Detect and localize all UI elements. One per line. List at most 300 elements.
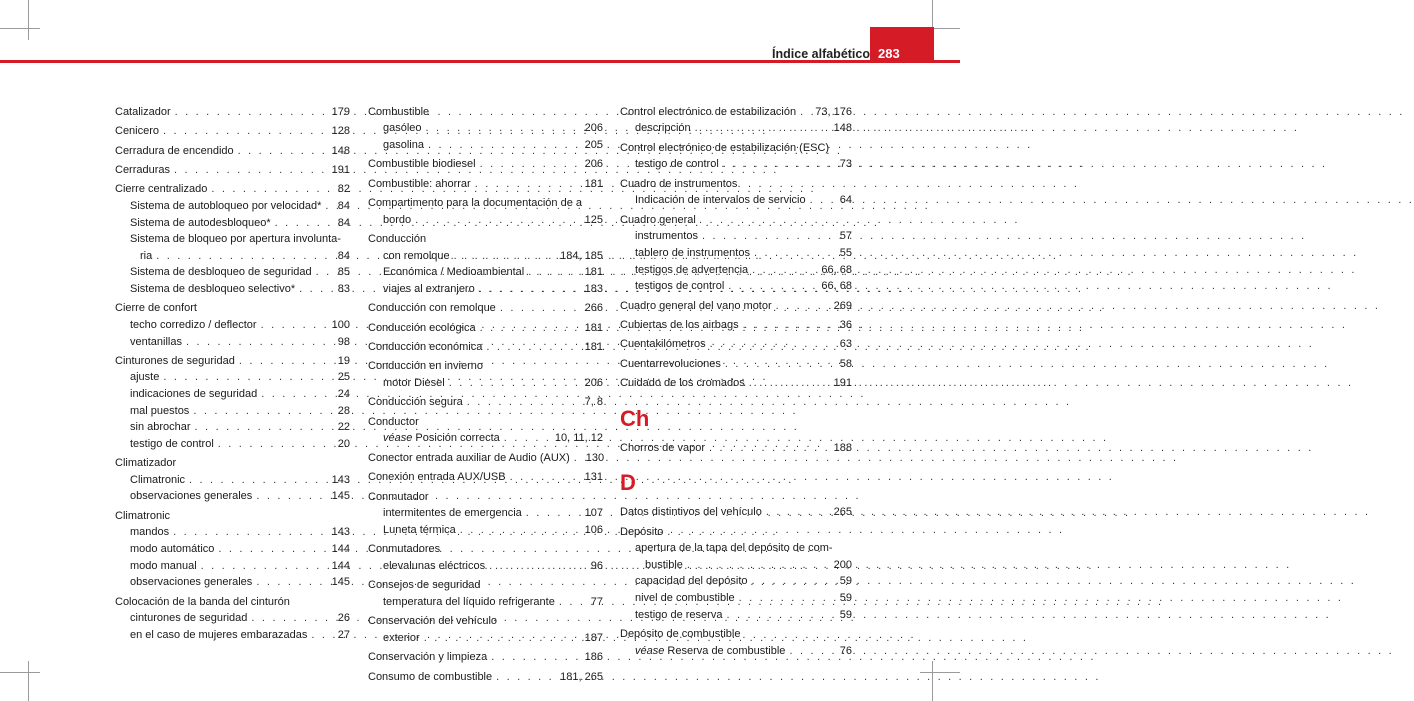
index-subterm	[368, 248, 603, 265]
index-term	[368, 300, 603, 317]
dot-leader	[500, 300, 581, 317]
term-text	[368, 300, 496, 317]
term-label: Conducción con remolque	[368, 302, 496, 315]
term-label: Conductor	[368, 415, 419, 428]
dot-leader	[325, 198, 333, 215]
page-reference[interactable]: 58	[839, 357, 852, 370]
dot-leader	[510, 469, 581, 486]
index-term	[620, 317, 852, 334]
term-label: Cerradura de encendido	[115, 144, 234, 157]
page-reference[interactable]: 77	[590, 595, 603, 608]
dot-leader	[186, 334, 334, 351]
term-label: testigo de control	[130, 437, 214, 450]
page-reference[interactable]: 179	[331, 105, 350, 118]
index-entry	[368, 541, 603, 574]
dot-leader	[238, 143, 328, 160]
index-subterm	[368, 430, 603, 447]
index-term	[368, 195, 603, 212]
term-text	[383, 430, 500, 447]
page-reference[interactable]: 206	[584, 377, 603, 390]
term-text	[130, 541, 214, 558]
term-label: Conmutadores	[368, 543, 441, 556]
page-reference[interactable]: 57	[839, 230, 852, 243]
index-entry	[115, 162, 350, 179]
crop-mark	[0, 28, 40, 29]
dot-leader	[480, 320, 581, 337]
page-reference[interactable]: 187	[584, 631, 603, 644]
page-reference[interactable]: 100	[331, 318, 350, 331]
term-label: nivel de combustible	[635, 592, 735, 605]
see-reference: véase	[635, 644, 665, 657]
page-reference[interactable]: 66, 68	[821, 263, 852, 276]
index-subterm	[620, 590, 852, 607]
page-reference[interactable]: 66, 68	[821, 280, 852, 293]
page-reference[interactable]: 28	[337, 404, 350, 417]
term-text	[620, 212, 696, 229]
index-entry	[620, 140, 852, 173]
page-reference[interactable]: 184, 185	[560, 249, 603, 262]
term-text	[115, 455, 176, 472]
page-reference[interactable]: 76	[839, 644, 852, 657]
page-reference[interactable]: 128	[331, 125, 350, 138]
page-reference[interactable]: 143	[331, 473, 350, 486]
crop-mark	[0, 672, 40, 673]
index-subterm	[368, 522, 603, 539]
term-text	[130, 419, 191, 436]
dot-leader	[687, 557, 830, 574]
page-reference[interactable]: 83	[337, 282, 350, 295]
term-text	[635, 573, 748, 590]
index-entry	[620, 212, 852, 295]
page-reference[interactable]: 59	[839, 608, 852, 621]
term-label: Control electrónico de estabilización (ESC)	[620, 141, 830, 154]
term-label: Depósito de combustible	[620, 628, 741, 641]
page-reference[interactable]: 84	[337, 199, 350, 212]
page-reference[interactable]: 143	[331, 526, 350, 539]
index-subterm	[115, 488, 350, 505]
term-label: descripción	[635, 122, 691, 135]
index-subterm	[115, 369, 350, 386]
index-term	[620, 524, 852, 541]
term-text	[620, 298, 772, 315]
index-term	[368, 541, 603, 558]
index-subterm	[620, 643, 852, 660]
page-reference[interactable]: 206	[584, 122, 603, 135]
dot-leader	[454, 248, 557, 265]
term-label: Cuentarrevoluciones	[620, 357, 721, 370]
dot-leader	[489, 558, 587, 575]
term-text	[645, 557, 683, 574]
index-entry	[115, 594, 350, 644]
page-reference[interactable]: 73, 176	[815, 105, 852, 118]
term-text	[368, 414, 419, 431]
page-reference[interactable]: 63	[839, 338, 852, 351]
page-reference[interactable]: 84	[337, 249, 350, 262]
index-subterm	[115, 558, 350, 575]
term-label: mal puestos	[130, 404, 190, 417]
index-subterm	[115, 574, 350, 591]
page-reference[interactable]: 59	[839, 592, 852, 605]
term-text	[620, 176, 737, 193]
section-letter: D	[620, 470, 636, 496]
term-label: Cerraduras	[115, 163, 171, 176]
page-reference[interactable]: 191	[833, 377, 852, 390]
index-entry	[620, 104, 852, 137]
dot-leader	[256, 488, 327, 505]
dot-leader	[163, 123, 328, 140]
term-text	[130, 472, 185, 489]
index-term	[620, 440, 852, 457]
dot-leader	[480, 156, 581, 173]
term-label: Posición correcta	[415, 432, 500, 445]
index-entry	[115, 300, 350, 350]
page-reference[interactable]: 181	[584, 177, 603, 190]
index-subterm	[115, 627, 350, 644]
index-entry	[620, 356, 852, 373]
dot-leader	[709, 440, 830, 457]
term-label: elevalunas eléctricos	[383, 559, 486, 572]
page-reference[interactable]: 36	[839, 318, 852, 331]
term-text	[115, 104, 171, 121]
page-reference[interactable]: 131	[584, 471, 603, 484]
term-text	[635, 156, 719, 173]
term-label: Sistema de bloqueo por apertura involunta-	[130, 233, 341, 246]
page-reference[interactable]: 181	[584, 266, 603, 279]
term-text	[130, 231, 341, 248]
term-label: techo corredizo / deflector	[130, 318, 257, 331]
term-label: Conducción en invierno	[368, 360, 483, 373]
index-entry	[620, 626, 852, 659]
term-text	[368, 156, 476, 173]
dot-leader	[261, 386, 334, 403]
term-label: gasóleo	[383, 122, 422, 135]
dot-leader	[211, 181, 333, 198]
term-label: Sistema de autodesbloqueo*	[130, 216, 271, 229]
dot-leader	[528, 264, 580, 281]
term-text	[368, 339, 482, 356]
term-text	[383, 212, 411, 229]
dot-leader	[739, 590, 836, 607]
index-term	[368, 577, 603, 594]
page-reference[interactable]: 84	[337, 216, 350, 229]
term-label: Cuadro de instrumentos	[620, 177, 738, 190]
index-entry	[368, 649, 603, 666]
term-label: Reserva de combustible	[667, 644, 786, 657]
index-term	[620, 504, 852, 521]
term-label: instrumentos	[635, 230, 698, 243]
page-reference[interactable]: 145	[331, 576, 350, 589]
index-entry	[368, 577, 603, 610]
dot-leader	[702, 228, 836, 245]
term-label: viajes al extranjero	[383, 282, 475, 295]
index-term	[620, 356, 852, 373]
term-label: Combustible: ahorrar	[368, 177, 471, 190]
term-label: Cenicero	[115, 125, 160, 138]
index-subterm	[368, 264, 603, 281]
dot-leader	[752, 573, 836, 590]
term-text	[620, 140, 829, 157]
term-text	[620, 375, 745, 392]
page-reference[interactable]: 98	[337, 335, 350, 348]
index-subterm	[115, 231, 350, 248]
page-reference[interactable]: 269	[833, 299, 852, 312]
term-text	[130, 403, 189, 420]
term-label: bordo	[383, 213, 412, 226]
term-label: con remolque	[383, 249, 450, 262]
dot-leader	[574, 450, 582, 467]
term-label: apertura de la tapa del depósito de com-	[635, 542, 833, 555]
index-term	[620, 176, 852, 193]
index-subterm	[115, 215, 350, 232]
index-term	[620, 336, 852, 353]
term-text	[130, 215, 271, 232]
index-term	[368, 613, 603, 630]
dot-leader	[218, 541, 327, 558]
index-entry	[620, 524, 852, 624]
page-reference[interactable]: 200	[833, 558, 852, 571]
dot-leader	[299, 281, 334, 298]
page-reference[interactable]: 188	[833, 441, 852, 454]
index-subterm	[115, 281, 350, 298]
index-subterm	[620, 156, 852, 173]
index-entry	[368, 320, 603, 337]
page-reference[interactable]: 181	[584, 321, 603, 334]
dot-leader	[789, 643, 835, 660]
dot-leader	[800, 104, 811, 121]
dot-leader	[193, 403, 333, 420]
dot-leader	[239, 353, 334, 370]
index-subterm	[368, 630, 603, 647]
term-label: Climatronic	[115, 509, 171, 522]
page-reference[interactable]: 73	[839, 158, 852, 171]
index-subterm	[115, 248, 350, 265]
page-reference[interactable]: 186	[584, 651, 603, 664]
term-text	[130, 627, 307, 644]
index-term	[368, 469, 603, 486]
dot-leader	[743, 317, 836, 334]
term-text	[115, 508, 170, 525]
term-label: modo manual	[130, 559, 197, 572]
term-text	[635, 245, 750, 262]
page-reference[interactable]: 148	[331, 144, 350, 157]
page-reference[interactable]: 106	[584, 523, 603, 536]
page-reference[interactable]: 19	[337, 354, 350, 367]
page-reference[interactable]: 22	[337, 421, 350, 434]
term-label: Compartimento para la documentación de a	[368, 197, 583, 210]
page-reference[interactable]: 10, 11, 12	[554, 432, 603, 445]
term-label: Sistema de desbloqueo selectivo*	[130, 282, 296, 295]
page-reference[interactable]: 148	[833, 122, 852, 135]
index-subterm	[368, 558, 603, 575]
term-label: ajuste	[130, 371, 160, 384]
term-text	[130, 524, 169, 541]
index-subterm	[368, 137, 603, 154]
page-reference[interactable]: 64	[839, 194, 852, 207]
index-entry	[368, 104, 603, 154]
term-text	[130, 264, 312, 281]
index-subterm	[368, 505, 603, 522]
page-reference[interactable]: 130	[585, 451, 605, 464]
index-entry	[620, 176, 852, 209]
page-reference[interactable]: 107	[584, 507, 603, 520]
dot-leader	[428, 137, 581, 154]
dot-leader	[504, 430, 551, 447]
page-reference[interactable]: 85	[337, 266, 350, 279]
page-reference[interactable]: 125	[584, 213, 603, 226]
term-text	[140, 248, 152, 265]
term-label: Depósito	[620, 525, 664, 538]
term-label: Conducción económica	[368, 341, 483, 354]
page-reference[interactable]: 55	[839, 246, 852, 259]
index-subterm	[115, 198, 350, 215]
term-text	[368, 613, 497, 630]
term-text	[383, 558, 485, 575]
dot-leader	[496, 669, 556, 686]
term-label: Cuadro general	[620, 213, 696, 226]
term-label: exterior	[383, 631, 420, 644]
index-column-1	[115, 101, 350, 643]
term-label: Económica / Medioambiental	[383, 266, 525, 279]
index-term	[115, 300, 350, 317]
page-reference[interactable]: 26	[337, 612, 350, 625]
term-label: tablero de instrumentos	[635, 246, 750, 259]
term-text	[368, 541, 440, 558]
index-entry	[368, 231, 603, 297]
page-reference[interactable]: 191	[331, 163, 350, 176]
term-text	[115, 162, 170, 179]
term-text	[130, 574, 252, 591]
term-text	[383, 137, 424, 154]
index-term	[368, 156, 603, 173]
term-text	[620, 504, 762, 521]
dot-leader	[467, 394, 581, 411]
term-text	[115, 353, 235, 370]
term-label: ria	[140, 249, 153, 262]
crop-mark	[28, 661, 29, 701]
index-entry	[368, 156, 603, 173]
term-label: observaciones generales	[130, 490, 253, 503]
index-subterm	[620, 120, 852, 137]
dot-leader	[754, 245, 836, 262]
dot-leader	[175, 104, 328, 121]
term-text	[620, 626, 740, 643]
dot-leader	[173, 524, 328, 541]
dot-leader	[710, 336, 836, 353]
dot-leader	[723, 156, 836, 173]
term-label: Catalizador	[115, 105, 171, 118]
index-term	[620, 626, 852, 643]
index-column-3	[620, 101, 852, 659]
index-entry	[368, 613, 603, 646]
dot-leader	[695, 120, 830, 137]
index-entry	[620, 375, 852, 392]
term-text	[368, 176, 471, 193]
term-text	[368, 195, 582, 212]
term-text	[368, 469, 506, 486]
term-text	[383, 630, 420, 647]
term-text	[130, 317, 257, 334]
term-label: Conmutador	[368, 490, 429, 503]
dot-leader	[415, 212, 581, 229]
page-reference[interactable]: 24	[337, 388, 350, 401]
index-subterm	[115, 264, 350, 281]
page-reference[interactable]: 144	[331, 543, 350, 556]
index-term	[368, 176, 603, 193]
page-reference[interactable]: 266	[584, 302, 603, 315]
term-label: Cuadro general del vano motor	[620, 299, 772, 312]
page-reference[interactable]: 265	[833, 506, 852, 519]
index-entry	[620, 440, 852, 457]
index-term	[368, 489, 603, 506]
index-entry	[115, 353, 350, 453]
page-reference[interactable]: 183	[584, 282, 603, 295]
index-term	[368, 320, 603, 337]
page-reference[interactable]: 206	[584, 158, 603, 171]
index-term	[368, 339, 603, 356]
index-column-2	[368, 101, 603, 685]
page-reference[interactable]: 96	[590, 559, 603, 572]
index-term	[115, 104, 350, 121]
term-label: Consumo de combustible	[368, 670, 493, 683]
index-subterm	[115, 386, 350, 403]
index-term	[115, 143, 350, 160]
term-label: Cierre de confort	[115, 302, 197, 315]
term-label: modo automático	[130, 543, 215, 556]
index-term	[620, 375, 852, 392]
page-reference[interactable]: 82	[337, 183, 350, 196]
page-reference[interactable]: 205	[584, 138, 603, 151]
term-text	[620, 440, 705, 457]
term-label: Cuentakilómetros	[620, 338, 706, 351]
index-term	[620, 212, 852, 229]
term-text	[383, 505, 522, 522]
term-label: temperatura del líquido refrigerante	[383, 595, 555, 608]
term-text	[383, 594, 555, 611]
term-label: Chorros de vapor	[620, 441, 705, 454]
dot-leader	[256, 574, 327, 591]
page-reference[interactable]: 25	[337, 371, 350, 384]
index-entry	[368, 414, 603, 447]
term-text	[368, 358, 483, 375]
term-text	[383, 120, 422, 137]
term-text	[130, 610, 247, 627]
index-entry	[115, 104, 350, 121]
dot-leader	[449, 375, 581, 392]
page-reference[interactable]: 181, 265	[560, 670, 603, 683]
term-text	[635, 192, 806, 209]
term-text	[130, 558, 197, 575]
page-reference[interactable]: 59	[839, 575, 852, 588]
index-subterm	[115, 436, 350, 453]
term-label: en el caso de mujeres embarazadas	[130, 628, 308, 641]
page-reference[interactable]: 27	[337, 628, 350, 641]
dot-leader	[752, 262, 817, 279]
index-subterm	[620, 278, 852, 295]
index-subterm	[620, 573, 852, 590]
dot-leader	[426, 120, 581, 137]
page-reference[interactable]: 181	[584, 341, 603, 354]
index-entry	[368, 176, 603, 193]
term-label: Conexión entrada AUX/USB	[368, 471, 506, 484]
page-reference[interactable]: 20	[337, 437, 350, 450]
term-label: Conservación del vehículo	[368, 615, 498, 628]
page-reference[interactable]: 145	[331, 490, 350, 503]
index-term	[115, 162, 350, 179]
dot-leader	[725, 356, 836, 373]
term-text	[115, 181, 207, 198]
page-reference[interactable]: 144	[331, 559, 350, 572]
page-reference[interactable]: 7, 8	[584, 396, 603, 409]
